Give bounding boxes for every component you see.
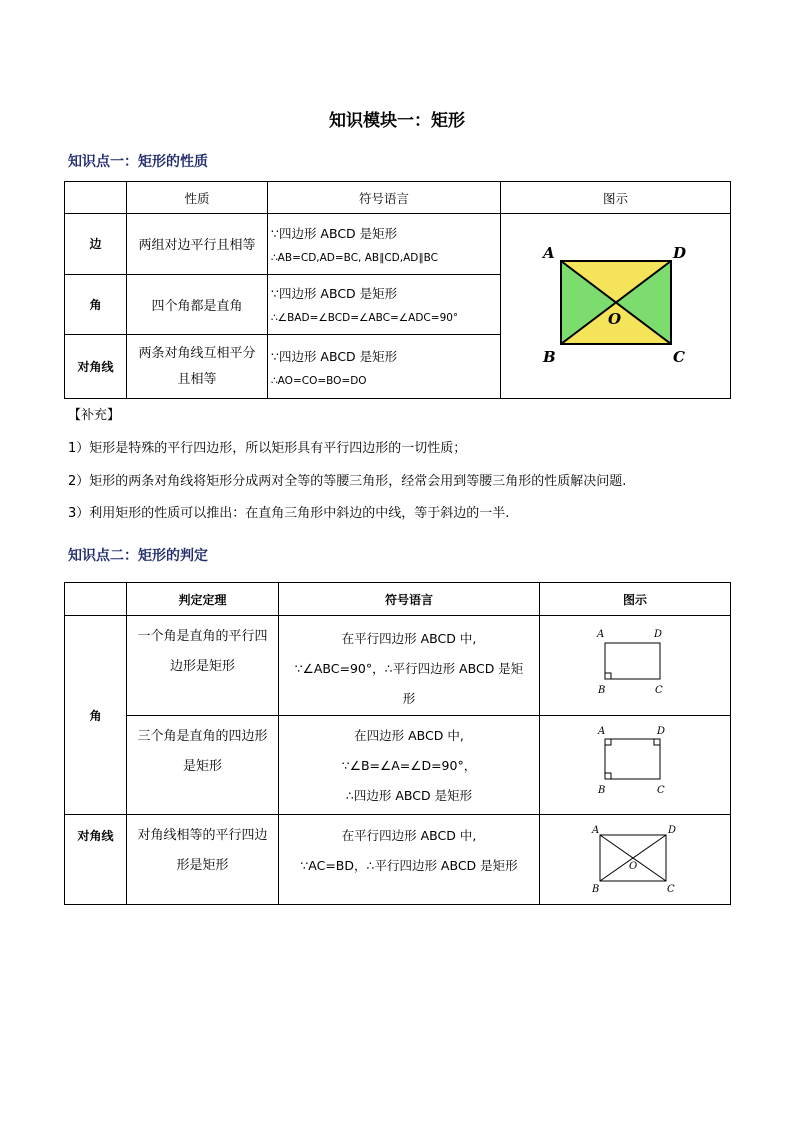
property-line: 且相等 — [177, 371, 217, 387]
header-blank — [65, 182, 127, 214]
theorem-line: 三个角是直角的四边形 — [137, 729, 268, 744]
label-a: A — [592, 825, 600, 836]
supplement-item: 2）矩形的两条对角线将矩形分成两对全等的等腰三角形，经常会用到等腰三角形的性质解决问题. — [68, 474, 627, 489]
row-label-side: 边 — [65, 214, 127, 275]
rectangle-figure — [540, 815, 731, 900]
rectangle-figure — [540, 616, 731, 711]
page-title: 知识模块一：矩形 — [329, 111, 465, 131]
row-label-diagonal: 对角线 — [65, 815, 127, 905]
table-row — [65, 716, 731, 815]
symbol-line: 形 — [402, 691, 416, 706]
right-angle-mark — [605, 673, 611, 679]
property-table — [64, 181, 731, 399]
figure-cell — [540, 716, 731, 815]
header-property: 性质 — [127, 182, 268, 214]
right-angle-mark — [605, 739, 611, 745]
header-symbol: 符号语言 — [279, 583, 540, 616]
theorem-line: 边形是矩形 — [169, 659, 235, 674]
header-figure: 图示 — [540, 583, 731, 616]
label-b: B — [598, 785, 606, 796]
label-d: D — [673, 244, 687, 262]
table-row — [65, 815, 731, 905]
label-b: B — [543, 348, 556, 366]
header-theorem: 判定定理 — [127, 583, 279, 616]
supplement-item: 1）矩形是特殊的平行四边形，所以矩形具有平行四边形的一切性质； — [68, 441, 467, 456]
right-angle-mark — [605, 773, 611, 779]
property-line: 两条对角线互相平分 — [138, 345, 256, 361]
table-row — [65, 214, 731, 275]
theorem-line: 对角线相等的平行四边 — [137, 828, 268, 843]
rectangle-figure — [540, 716, 731, 810]
symbol-line: 在平行四边形 ABCD 中, — [341, 828, 477, 843]
symbol-line: ∵四边形 ABCD 是矩形 — [271, 225, 398, 241]
label-c: C — [673, 348, 685, 366]
symbol-line: ∴AB=CD,AD=BC, AB∥CD,AD∥BC — [271, 251, 438, 264]
label-a: A — [597, 629, 605, 640]
header-blank — [65, 583, 127, 616]
header-figure: 图示 — [501, 182, 731, 214]
table-row — [65, 616, 731, 716]
property-angle: 四个角都是直角 — [127, 274, 268, 335]
right-angle-mark — [654, 739, 660, 745]
supplement-heading: 【补充】 — [68, 408, 121, 423]
label-b: B — [598, 685, 606, 696]
theorem-three-right-angles — [127, 716, 279, 815]
label-o: O — [629, 861, 638, 872]
symbol-line: ∵∠ABC=90°，∴平行四边形 ABCD 是矩 — [294, 661, 524, 676]
label-c: C — [655, 685, 663, 696]
symbol-diagonal — [268, 335, 501, 399]
symbol-line: 在四边形 ABCD 中, — [354, 728, 464, 743]
row-label-angle: 角 — [65, 616, 127, 815]
label-d: D — [654, 629, 663, 640]
label-a: A — [598, 726, 606, 737]
symbol-angle — [268, 274, 501, 335]
property-side: 两组对边平行且相等 — [127, 214, 268, 275]
label-c: C — [667, 884, 675, 895]
symbol-line: ∴四边形 ABCD 是矩形 — [345, 788, 473, 803]
symbol-three-right-angles — [279, 716, 540, 815]
supplement-item: 3）利用矩形的性质可以推出：在直角三角形中斜边的中线，等于斜边的一半. — [68, 506, 510, 521]
label-d: D — [657, 726, 666, 737]
label-c: C — [657, 785, 665, 796]
rectangle-figure — [501, 214, 731, 394]
symbol-line: ∵AC=BD，∴平行四边形 ABCD 是矩形 — [300, 858, 518, 873]
figure-cell — [540, 815, 731, 905]
label-d: D — [668, 825, 677, 836]
property-diagonal — [127, 335, 268, 399]
symbol-equal-diagonals — [279, 815, 540, 905]
section2-heading: 知识点二：矩形的判定 — [68, 548, 208, 564]
theorem-line: 形是矩形 — [176, 858, 229, 873]
header-symbol: 符号语言 — [268, 182, 501, 214]
symbol-line: ∵∠B=∠A=∠D=90°， — [341, 758, 477, 773]
theorem-equal-diagonals — [127, 815, 279, 905]
symbol-line: ∴∠BAD=∠BCD=∠ABC=∠ADC=90° — [271, 312, 459, 325]
section1-heading: 知识点一：矩形的性质 — [68, 154, 208, 170]
theorem-one-right-angle — [127, 616, 279, 716]
symbol-line: 在平行四边形 ABCD 中, — [341, 631, 477, 646]
theorem-line: 一个角是直角的平行四 — [137, 629, 268, 644]
figure-cell — [501, 214, 731, 399]
symbol-side — [268, 214, 501, 275]
symbol-line: ∵四边形 ABCD 是矩形 — [271, 348, 398, 364]
row-label-diagonal: 对角线 — [65, 335, 127, 399]
label-o: O — [608, 310, 622, 328]
symbol-line: ∴AO=CO=BO=DO — [271, 374, 367, 387]
label-a: A — [543, 244, 555, 262]
row-label-angle: 角 — [65, 274, 127, 335]
symbol-line: ∵四边形 ABCD 是矩形 — [271, 286, 398, 302]
symbol-one-right-angle — [279, 616, 540, 716]
label-b: B — [592, 884, 600, 895]
figure-cell — [540, 616, 731, 716]
theorem-line: 是矩形 — [182, 759, 222, 774]
criteria-table — [64, 582, 731, 905]
